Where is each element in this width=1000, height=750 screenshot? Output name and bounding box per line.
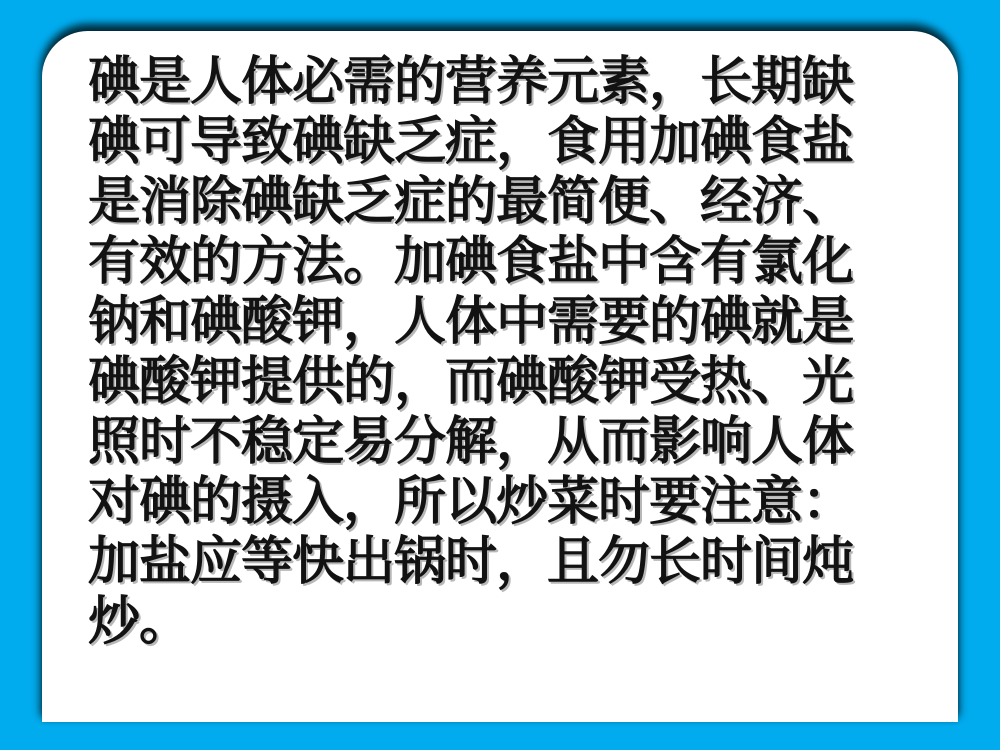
- text-line: 照时不稳定易分解，从而影响人体: [88, 414, 854, 471]
- text-line: 加盐应等快出锅时，且勿长时间炖: [88, 534, 854, 591]
- text-line: 炒。: [88, 594, 191, 651]
- body-text: [88, 53, 938, 653]
- content-card: [42, 31, 958, 722]
- text-line: 碘可导致碘缺乏症，食用加碘食盐: [88, 114, 854, 171]
- text-line: 是消除碘缺乏症的最简便、经济、: [88, 174, 854, 231]
- text-line: 钠和碘酸钾，人体中需要的碘就是: [88, 294, 854, 351]
- text-line: 碘酸钾提供的，而碘酸钾受热、光: [88, 354, 854, 411]
- text-line: 碘是人体必需的营养元素，长期缺: [88, 54, 854, 111]
- text-line: 有效的方法。加碘食盐中含有氯化: [88, 234, 854, 291]
- text-line: 对碘的摄入，所以炒菜时要注意：: [88, 474, 854, 531]
